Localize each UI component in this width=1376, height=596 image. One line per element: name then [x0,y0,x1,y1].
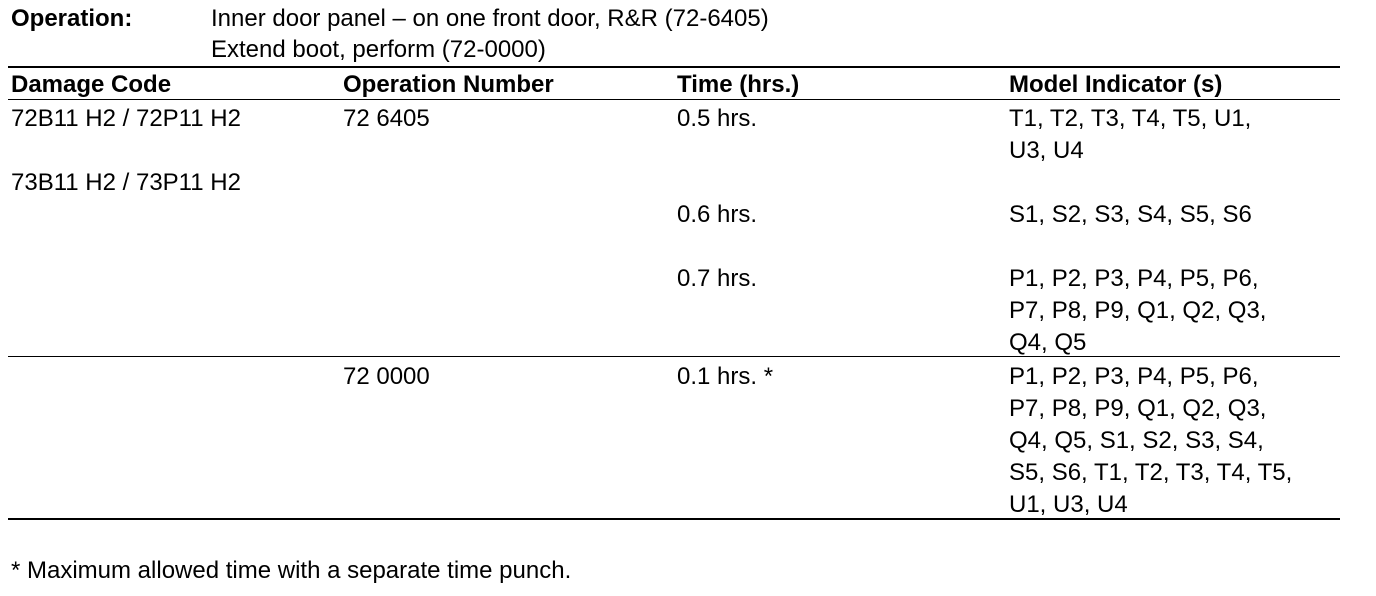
header-model-indicator: Model Indicator (s) [1009,71,1223,98]
section-rule [8,356,1340,357]
damage-code-2: 73B11 H2 / 73P11 H2 [11,169,241,196]
header-time: Time (hrs.) [677,71,800,98]
header-rule [8,99,1340,100]
footnote: * Maximum allowed time with a separate time punch. [11,557,572,584]
operation-number-1: 72 6405 [343,105,430,132]
models-row-4-line-5: U1, U3, U4 [1009,491,1128,518]
models-row-1-line-2: U3, U4 [1009,137,1084,164]
models-row-3-line-3: Q4, Q5 [1009,329,1087,356]
models-row-3-line-2: P7, P8, P9, Q1, Q2, Q3, [1009,297,1267,324]
operation-line-2: Extend boot, perform (72-0000) [211,36,546,63]
time-row-2: 0.6 hrs. [677,201,758,228]
damage-code-1: 72B11 H2 / 72P11 H2 [11,105,241,132]
models-row-4-line-3: Q4, Q5, S1, S2, S3, S4, [1009,427,1264,454]
table-top-rule [8,66,1340,68]
header-damage-code: Damage Code [11,71,172,98]
models-row-2-line-1: S1, S2, S3, S4, S5, S6 [1009,201,1252,228]
operation-label: Operation: [11,5,133,32]
models-row-4-line-2: P7, P8, P9, Q1, Q2, Q3, [1009,395,1267,422]
time-row-3: 0.7 hrs. [677,265,758,292]
models-row-4-line-4: S5, S6, T1, T2, T3, T4, T5, [1009,459,1293,486]
operation-line-1: Inner door panel – on one front door, R&R (72-6405) [211,5,769,32]
operation-number-2: 72 0000 [343,363,430,390]
time-row-4: 0.1 hrs. * [677,363,774,390]
header-operation-number: Operation Number [343,71,554,98]
table-bottom-rule [8,518,1340,520]
time-row-1: 0.5 hrs. [677,105,758,132]
models-row-4-line-1: P1, P2, P3, P4, P5, P6, [1009,363,1259,390]
models-row-1-line-1: T1, T2, T3, T4, T5, U1, [1009,105,1252,132]
models-row-3-line-1: P1, P2, P3, P4, P5, P6, [1009,265,1259,292]
